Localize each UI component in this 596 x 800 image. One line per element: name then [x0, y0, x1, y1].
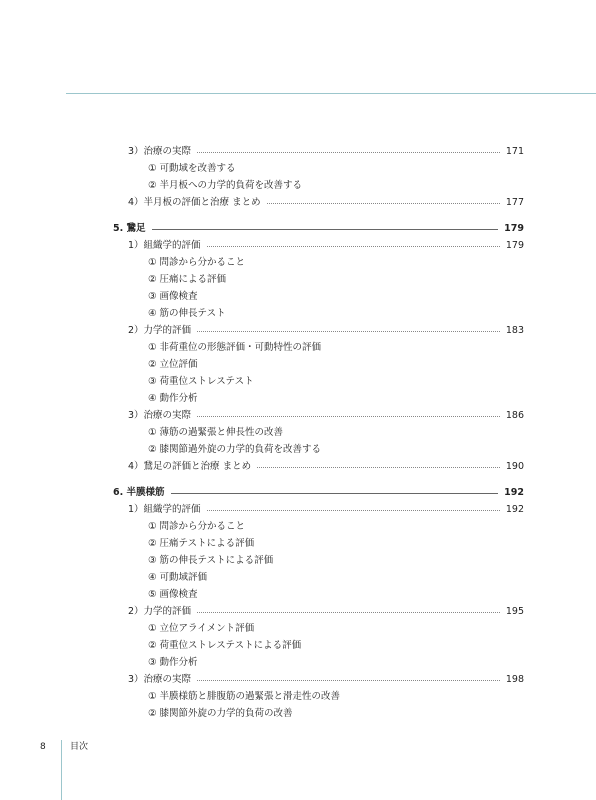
- toc-entry-label: 3）治療の実際: [128, 146, 192, 157]
- toc-entry[interactable]: [128, 323, 524, 339]
- toc-page-number: 171: [505, 146, 524, 157]
- toc-subentry[interactable]: ④ 動作分析: [148, 393, 198, 404]
- dot-leader: [197, 680, 500, 681]
- toc-entry-label: 4）半月板の評価と治療 まとめ: [128, 197, 261, 208]
- toc-subentry[interactable]: ① 可動域を改善する: [148, 163, 236, 174]
- toc-subentry[interactable]: ⑤ 画像検査: [148, 589, 198, 600]
- toc-subentry[interactable]: ① 問診から分かること: [148, 257, 246, 268]
- toc-entry[interactable]: [128, 238, 524, 254]
- toc-page-number: 179: [505, 240, 524, 251]
- toc-page-number: 195: [505, 606, 524, 617]
- toc-subentry[interactable]: ① 立位アライメント評価: [148, 623, 255, 634]
- toc-entry[interactable]: [128, 672, 524, 688]
- toc-entry-label: 1）組織学的評価: [128, 504, 201, 515]
- toc-entry-label: 3）治療の実際: [128, 674, 192, 685]
- toc-entry[interactable]: [128, 502, 524, 518]
- toc-subentry[interactable]: ② 圧痛による評価: [148, 274, 227, 285]
- toc-entry[interactable]: [128, 195, 524, 211]
- toc-entry-label: 3）治療の実際: [128, 410, 192, 421]
- toc-section[interactable]: [113, 485, 524, 501]
- toc-subentry[interactable]: ④ 筋の伸長テスト: [148, 308, 226, 319]
- toc-subentry[interactable]: ① 薄筋の過緊張と伸長性の改善: [148, 427, 284, 438]
- toc-subentry[interactable]: ② 膝関節外旋の力学的負荷の改善: [148, 708, 293, 719]
- toc-subentry[interactable]: ② 立位評価: [148, 359, 198, 370]
- toc-subentry[interactable]: ② 半月板への力学的負荷を改善する: [148, 180, 303, 191]
- toc-subentry[interactable]: ① 半膜様筋と腓腹筋の過緊張と滑走性の改善: [148, 691, 341, 702]
- toc-entry[interactable]: [128, 604, 524, 620]
- dot-leader: [197, 612, 500, 613]
- footer-rule: [61, 740, 62, 800]
- toc-subentry[interactable]: ① 問診から分かること: [148, 521, 246, 532]
- toc-page-number: 192: [505, 504, 524, 515]
- toc-subentry[interactable]: ② 荷重位ストレステストによる評価: [148, 640, 302, 651]
- toc-subentry[interactable]: ① 非荷重位の形態評価・可動特性の評価: [148, 342, 322, 353]
- toc-subentry[interactable]: ③ 動作分析: [148, 657, 198, 668]
- toc-page-number: 186: [505, 410, 524, 421]
- dot-leader: [207, 510, 500, 511]
- toc-subentry[interactable]: ④ 可動域評価: [148, 572, 208, 583]
- dot-leader: [257, 467, 500, 468]
- dot-leader: [267, 203, 500, 204]
- toc-section-label: 5. 鵞足: [113, 223, 146, 234]
- toc-section-label: 6. 半膜様筋: [113, 487, 165, 498]
- toc-subentry[interactable]: ② 膝関節過外旋の力学的負荷を改善する: [148, 444, 322, 455]
- header-rule: [66, 93, 596, 94]
- toc-page-number: 177: [505, 197, 524, 208]
- toc-subentry[interactable]: ③ 画像検査: [148, 291, 198, 302]
- toc-subentry[interactable]: ③ 荷重位ストレステスト: [148, 376, 254, 387]
- solid-leader: [171, 493, 499, 494]
- toc-page-number: 190: [505, 461, 524, 472]
- toc-entry-label: 4）鵞足の評価と治療 まとめ: [128, 461, 252, 472]
- toc-entry-label: 2）力学的評価: [128, 325, 192, 336]
- toc-entry[interactable]: [128, 144, 524, 160]
- toc-subentry[interactable]: ② 圧痛テストによる評価: [148, 538, 255, 549]
- toc-page-number: 183: [505, 325, 524, 336]
- dot-leader: [197, 152, 500, 153]
- toc-page-number: 198: [505, 674, 524, 685]
- footer-label: 目次: [70, 742, 89, 752]
- toc-entry[interactable]: [128, 459, 524, 475]
- toc-entry[interactable]: [128, 408, 524, 424]
- dot-leader: [197, 416, 500, 417]
- toc-page-number: 192: [504, 487, 524, 498]
- footer-page-number: 8: [40, 742, 46, 752]
- dot-leader: [197, 331, 500, 332]
- toc-entry-label: 1）組織学的評価: [128, 240, 201, 251]
- toc-subentry[interactable]: ③ 筋の伸長テストによる評価: [148, 555, 274, 566]
- solid-leader: [152, 229, 499, 230]
- toc-section[interactable]: [113, 221, 524, 237]
- toc-page-number: 179: [504, 223, 524, 234]
- dot-leader: [207, 246, 500, 247]
- toc-entry-label: 2）力学的評価: [128, 606, 192, 617]
